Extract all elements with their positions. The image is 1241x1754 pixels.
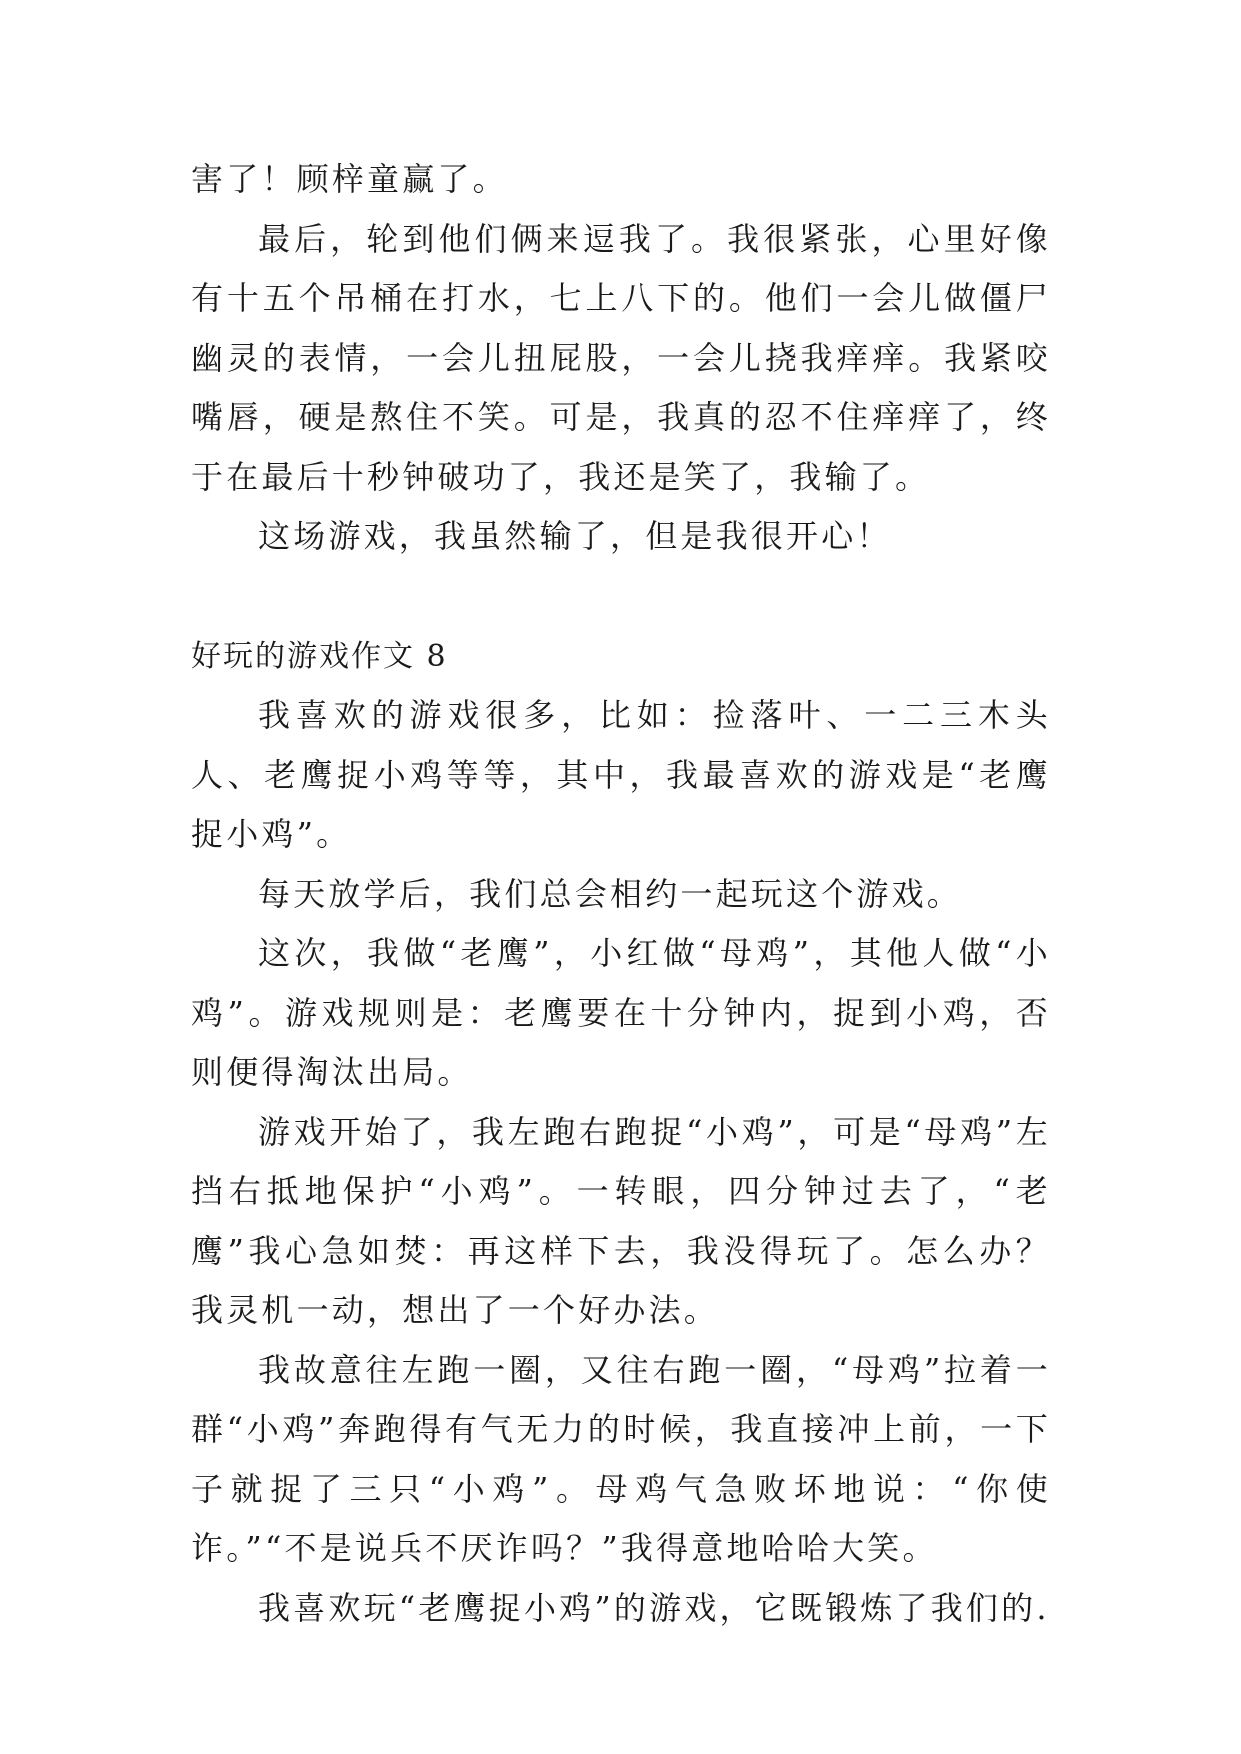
essay-title: 好玩的游戏作文 8 [191,638,448,674]
paragraph: 这次，我做“老鹰”，小红做“母鸡”，其他人做“小鸡”。游戏规则是：老鹰要在十分钟内，捉到小鸡，否则便得淘汰出局。 [191,934,1051,1091]
paragraph: 最后，轮到他们俩来逗我了。我很紧张，心里好像有十五个吊桶在打水，七上八下的。他们一会儿做僵尸幽灵的表情，一会儿扭屁股，一会儿挠我痒痒。我紧咬嘴唇，硬是熬住不笑。可是，我真的忍不住痒痒了，终于在最后十秒钟破功了，我还是笑了，我输了。 [191,219,1051,496]
paragraph: 这场游戏，我虽然输了，但是我很开心！ [258,517,892,555]
paragraph: 每天放学后，我们总会相约一起玩这个游戏。 [258,874,963,913]
paragraph: 我喜欢的游戏很多，比如：捡落叶、一二三木头人、老鹰捉小鸡等等，其中，我最喜欢的游戏是“老鹰捉小鸡”。 [191,696,1051,853]
document-page [191,150,1051,1638]
paragraph: 游戏开始了，我左跑右跑捉“小鸡”，可是“母鸡”左挡右抵地保护“小鸡”。一转眼，四分钟过去了，“老鹰”我心急如焚：再这样下去，我没得玩了。怎么办？我灵机一动，想出了一个好办法。 [191,1112,1051,1329]
section-gap [191,567,1051,627]
paragraph-continuation: 害了！顾梓童赢了。 [191,160,508,198]
paragraph: 我故意往左跑一圈，又往右跑一圈，“母鸡”拉着一群“小鸡”奔跑得有气无力的时候，我直接冲上前，一下子就捉了三只“小鸡”。母鸡气急败坏地说：“你使诈。”“不是说兵不厌诈吗？”我得意地哈哈大笑。 [191,1350,1051,1567]
paragraph: 我喜欢玩“老鹰捉小鸡”的游戏，它既锻炼了我们的. [258,1588,1050,1627]
